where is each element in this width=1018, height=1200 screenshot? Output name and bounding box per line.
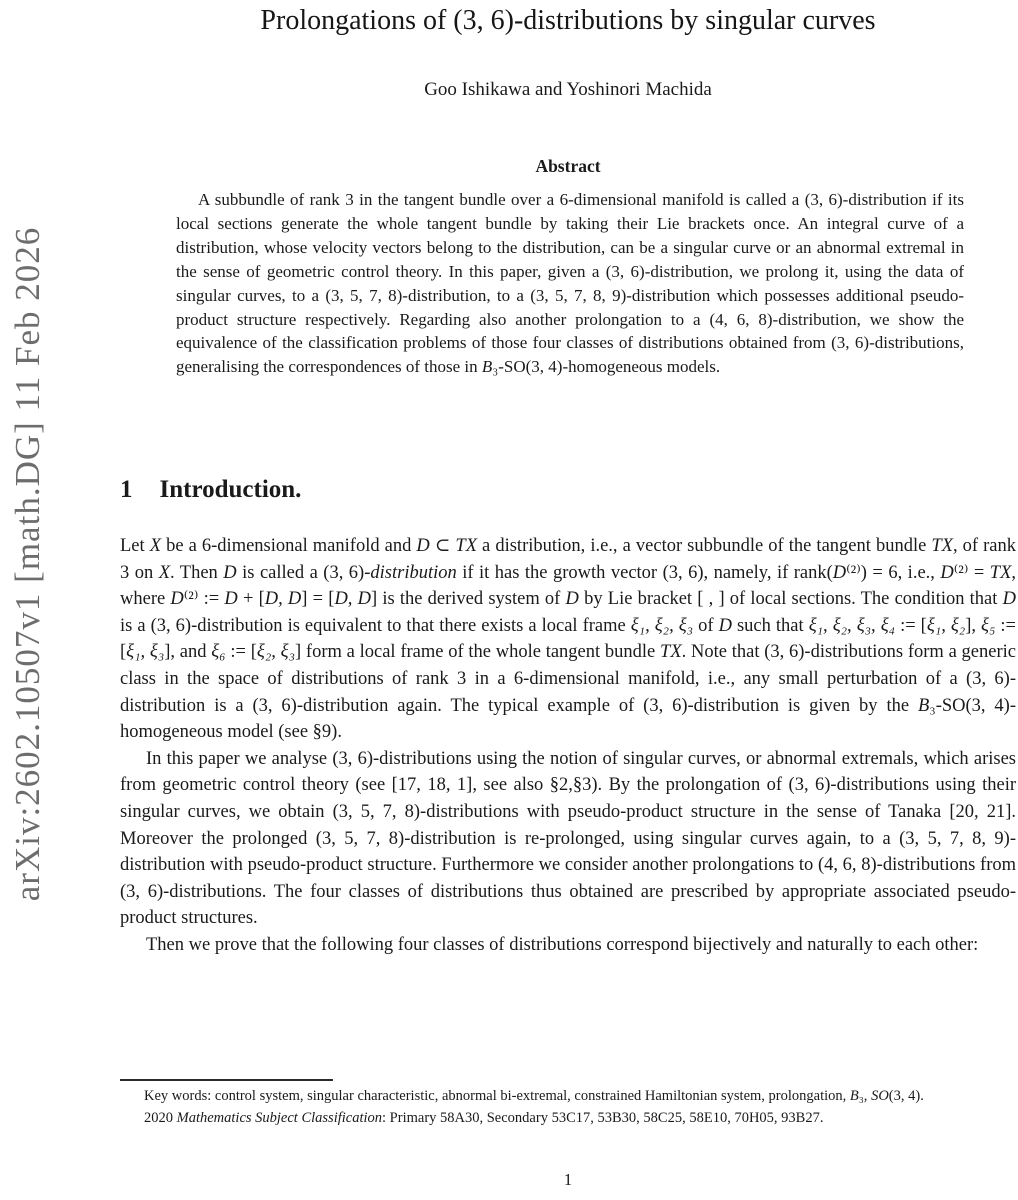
footnote-rule bbox=[120, 1079, 333, 1081]
footnote-keywords: Key words: control system, singular characteristic, abnormal bi-extremal, constrained Hamiltonian system, prolongation, B₃, SO(3, 4). bbox=[144, 1088, 924, 1104]
intro-paragraph-2: In this paper we analyse (3, 6)-distributions using the notion of singular curves, or abnormal extremals, which arises from geometric control theory (see [17, 18, 1], see also §2,§3). By the prolongation of (3, 6)-distributions using their singular curves, we obtain (3, 5, 7, 8)-distributions with pseudo-product structure in the sense of Tanaka [20, 21]. Moreover the prolonged (3, 5, 7, 8)-distribution is re-prolonged, using singular curves again, to a (3, 5, 7, 8, 9)-distribution with pseudo-product structure. Furthermore we consider another prolongations to (4, 6, 8)-distributions from (3, 6)-distributions. The four classes of distributions thus obtained are prescribed by appropriate associated pseudo-product structures. bbox=[120, 748, 1016, 929]
introduction-body bbox=[120, 533, 1016, 959]
arxiv-stamp: arXiv:2602.10507v1 [math.DG] 11 Feb 2026 bbox=[8, 226, 47, 902]
section-1-heading bbox=[120, 476, 1016, 504]
section-number: 1 bbox=[120, 476, 133, 503]
footnote bbox=[120, 1086, 1016, 1129]
abstract-text: A subbundle of rank 3 in the tangent bundle over a 6-dimensional manifold is called a (3, 6)-distribution if its local sections generate the whole tangent bundle by taking their Lie brackets once. An integral curve of a distribution, whose velocity vectors belong to the distribution, can be a singular curve or an abnormal extremal in the sense of geometric control theory. In this paper, given a (3, 6)-distribution, we prolong it, using the data of singular curves, to a (3, 5, 7, 8)-distribution, to a (3, 5, 7, 8, 9)-distribution which possesses additional pseudo-product structure respectively. Regarding also another prolongation to a (4, 6, 8)-distribution, we show the equivalence of the classification problems of those four classes of distributions obtained from (3, 6)-distributions, generalising the correspondences of those in B₃-SO(3, 4)-homogeneous models. bbox=[176, 190, 964, 377]
paper-title: Prolongations of (3, 6)-distributions by singular curves bbox=[260, 5, 876, 36]
footnote-msc: 2020 Mathematics Subject Classification: Primary 58A30, Secondary 53C17, 53B30, 58C25, 58E10, 70H05, 93B27. bbox=[144, 1109, 824, 1126]
intro-paragraph-3: Then we prove that the following four classes of distributions correspond bijectively and naturally to each other: bbox=[146, 934, 979, 955]
intro-paragraph-1: Let X be a 6-dimensional manifold and D ⊂ TX a distribution, i.e., a vector subbundle of the tangent bundle TX, of rank 3 on X. Then D is called a (3, 6)-distribution if it has the growth vector (3, 6), namely, if rank(D⁽²⁾) = 6, i.e., D⁽²⁾ = TX, where D⁽²⁾ := D + [D, D] = [D, D] is the derived system of D by Lie bracket [ , ] of local sections. The condition that D is a (3, 6)-distribution is equivalent to that there exists a local frame ξ₁, ξ₂, ξ₃ of D such that ξ₁, ξ₂, ξ₃, ξ₄ := [ξ₁, ξ₂], ξ₅ := [ξ₁, ξ₃], and ξ₆ := [ξ₂, ξ₃] form a local frame of the whole tangent bundle TX. Note that (3, 6)-distributions form a generic class in the space of distributions of rank 3 in a 6-dimensional manifold, i.e., any small perturbation of a (3, 6)-distribution is a (3, 6)-distribution again. The typical example of (3, 6)-distribution is given by the B₃-SO(3, 4)-homogeneous model (see §9). bbox=[120, 536, 1017, 743]
page-number: 1 bbox=[563, 1170, 573, 1189]
section-title: Introduction. bbox=[159, 476, 302, 503]
paper-authors: Goo Ishikawa and Yoshinori Machida bbox=[424, 79, 712, 100]
abstract-heading: Abstract bbox=[535, 156, 601, 176]
